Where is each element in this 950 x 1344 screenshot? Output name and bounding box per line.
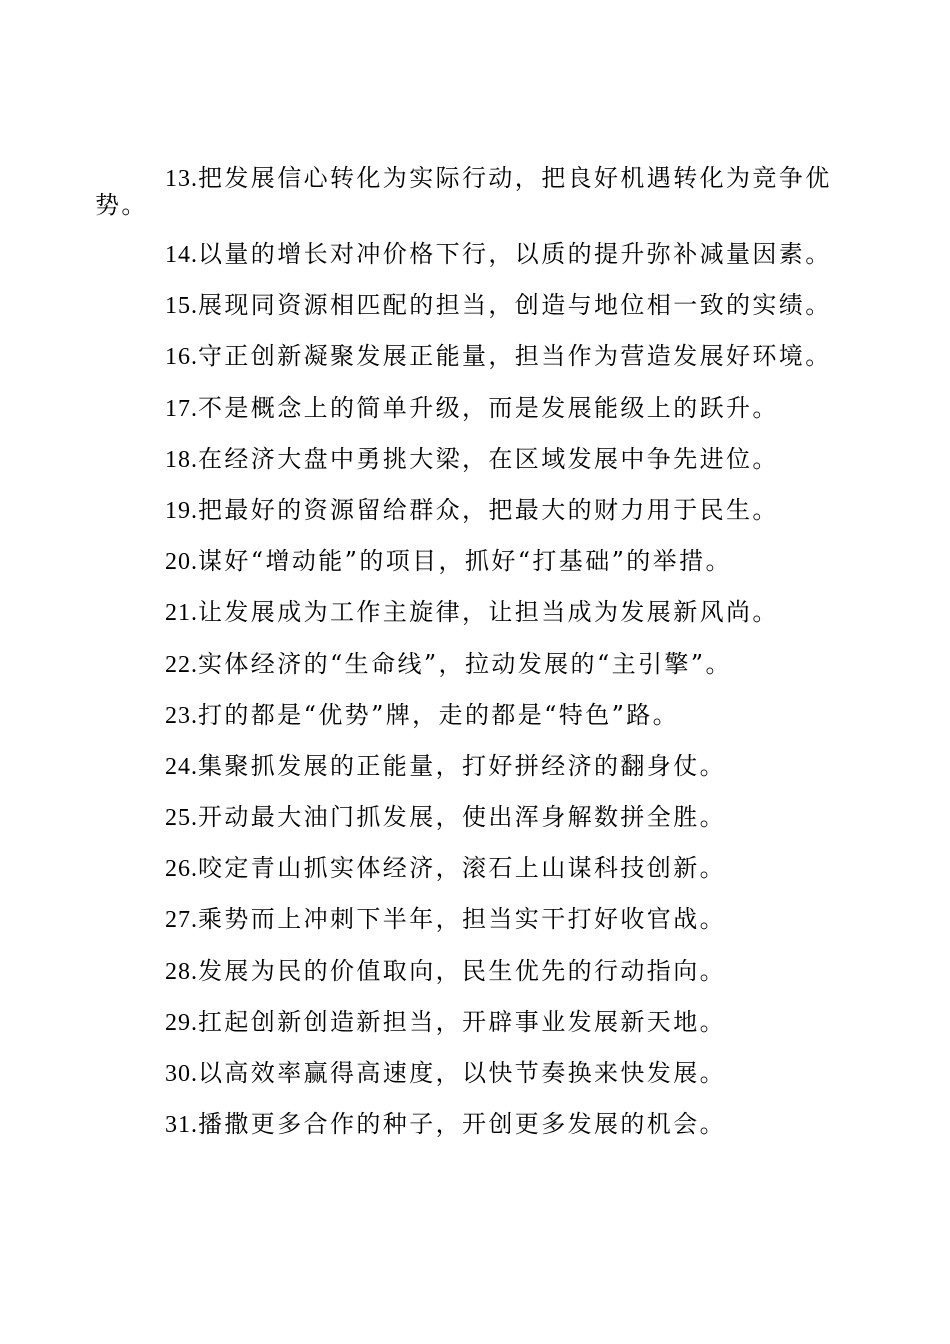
list-item (130, 393, 835, 422)
item-text: 把最好的资源留给群众，把最大的财力用于民生。 (198, 495, 779, 524)
document-body (95, 164, 835, 1163)
list-item (130, 805, 835, 830)
item-text: 守正创新凝聚发展正能量，担当作为营造发展好环境。 (198, 342, 832, 371)
item-number: 29. (165, 1009, 198, 1036)
item-text: 不是概念上的简单升级，而是发展能级上的跃升。 (198, 393, 779, 422)
list-item (130, 907, 835, 932)
item-number: 31. (165, 1112, 198, 1139)
item-number: 18. (165, 446, 198, 473)
item-number: 24. (165, 753, 198, 780)
list-item (130, 444, 835, 473)
item-number: 26. (165, 856, 198, 883)
item-text: 咬定青山抓实体经济，滚石上山谋科技创新。 (198, 854, 726, 883)
item-text: 发展为民的价值取向，民生优先的行动指向。 (198, 956, 726, 985)
item-text: 展现同资源相匹配的担当，创造与地位相一致的实绩。 (198, 291, 832, 320)
list-item (130, 751, 835, 780)
item-number: 14. (165, 242, 198, 268)
list-item (130, 1007, 835, 1036)
item-number: 13. (165, 166, 198, 192)
item-number: 16. (165, 344, 198, 371)
item-text: 扛起创新创造新担当，开辟事业发展新天地。 (198, 1007, 726, 1036)
list-item (130, 1061, 835, 1086)
item-number: 25. (165, 805, 198, 832)
item-number: 28. (165, 958, 198, 985)
item-number: 21. (165, 600, 198, 627)
list-item (130, 549, 835, 574)
item-number: 30. (165, 1061, 198, 1087)
list-item (130, 700, 835, 729)
item-text: 让发展成为工作主旋律，让担当成为发展新风尚。 (198, 598, 779, 627)
list-item (130, 1112, 835, 1137)
item-text: 谋好“增动能”的项目，抓好“打基础”的举措。 (198, 547, 732, 576)
list-item (130, 649, 835, 678)
item-text: 打的都是“优势”牌，走的都是“特色”路。 (198, 700, 680, 729)
list-item (130, 856, 835, 881)
item-number: 17. (165, 395, 198, 422)
item-number: 27. (165, 907, 198, 934)
item-number: 20. (165, 549, 198, 576)
item-text: 播撒更多合作的种子，开创更多发展的机会。 (198, 1110, 726, 1139)
item-text: 乘势而上冲刺下半年，担当实干打好收官战。 (198, 905, 726, 934)
item-number: 15. (165, 293, 198, 320)
item-text: 开动最大油门抓发展，使出浑身解数拼全胜。 (198, 803, 726, 832)
item-text: 集聚抓发展的正能量，打好拼经济的翻身仗。 (198, 751, 726, 780)
item-text: 在经济大盘中勇挑大梁，在区域发展中争先进位。 (198, 444, 779, 473)
list-item (130, 242, 835, 267)
list-item (130, 956, 835, 985)
item-text: 以量的增长对冲价格下行，以质的提升弥补减量因素。 (198, 240, 832, 268)
list-item (130, 600, 835, 625)
item-number: 19. (165, 497, 198, 524)
list-item (130, 344, 835, 369)
item-number: 22. (165, 651, 198, 678)
item-text: 以高效率赢得高速度，以快节奏换来快发展。 (198, 1059, 726, 1087)
item-number: 23. (165, 702, 198, 729)
item-text: 实体经济的“生命线”，拉动发展的“主引擎”。 (198, 649, 732, 678)
item-text-continuation: 势。 (95, 191, 148, 219)
list-item (95, 164, 835, 219)
list-item (130, 293, 835, 318)
list-item (130, 495, 835, 524)
item-text: 把发展信心转化为实际行动，把良好机遇转化为竞争优 (198, 164, 832, 192)
